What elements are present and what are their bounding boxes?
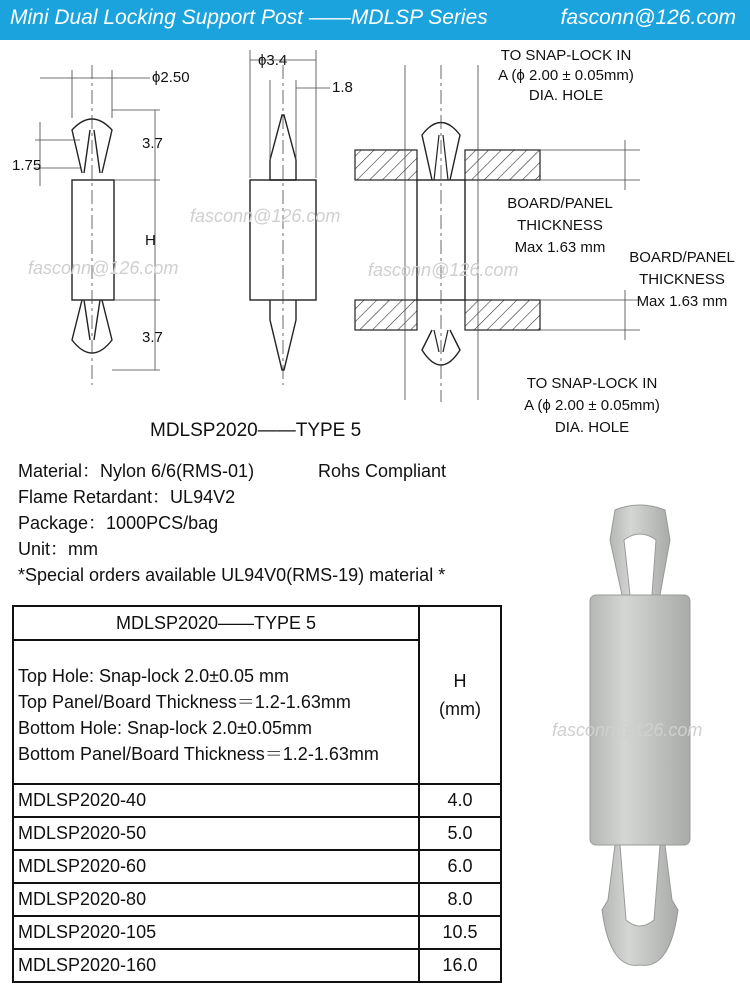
board2-line1: BOARD/PANEL [629,249,735,266]
top-note-line2: A (ϕ 2.00 ± 0.05mm) [498,67,634,84]
desc-line: Bottom Hole: Snap-lock 2.0±0.05mm [18,718,313,738]
h-label: H [453,671,467,691]
dim-37-top: 3.7 [142,135,163,152]
h-cell: 8.0 [419,883,501,916]
board1-line1: BOARD/PANEL [507,195,613,212]
board1-line3: Max 1.63 mm [514,239,606,256]
table-row [13,916,501,949]
page-title: Mini Dual Locking Support Post ——MDLSP Series [10,6,488,29]
h-cell: 4.0 [419,784,501,817]
table-row [13,850,501,883]
desc-line: Top Hole: Snap-lock 2.0±0.05 mm [18,666,290,686]
watermark-4: fasconn@126.com [552,720,703,740]
table-row [13,784,501,817]
desc-line: Top Panel/Board Thickness＝1.2-1.63mm [18,692,351,712]
model-cell: MDLSP2020-80 [13,883,419,916]
bottom-note-line1: TO SNAP-LOCK IN [526,375,658,392]
spec-unit: Unit：mm [18,539,98,559]
h-cell: 5.0 [419,817,501,850]
board1-line2: THICKNESS [517,217,603,234]
table-row [13,817,501,850]
dim-phi-34: ϕ3.4 [258,52,288,69]
dim-175: 1.75 [12,157,42,174]
watermark-1: fasconn@126.com [190,206,341,226]
h-cell: 16.0 [419,949,501,982]
h-unit: (mm) [439,699,481,719]
dim-H: H [145,232,156,249]
table-row [13,949,501,982]
model-cell: MDLSP2020-60 [13,850,419,883]
model-cell: MDLSP2020-50 [13,817,419,850]
post1-body [72,180,114,300]
dim-37-bottom: 3.7 [142,329,163,346]
dim-18: 1.8 [332,79,353,96]
technical-drawing [0,40,750,450]
table-description [13,640,419,784]
board2-line3: Max 1.63 mm [636,293,728,310]
spec-rohs: Rohs Compliant [318,461,447,481]
bottom-note-line3: DIA. HOLE [554,419,630,436]
table-title: MDLSP2020——TYPE 5 [13,606,419,640]
board2-line2: THICKNESS [639,271,725,288]
dim-phi-250: ϕ2.50 [152,69,190,86]
spec-package: Package：1000PCS/bag [18,513,219,533]
drawing-caption: MDLSP2020——TYPE 5 [150,420,362,441]
header-email: fasconn@126.com [560,6,736,29]
spec-table [12,605,502,983]
top-note-line3: DIA. HOLE [528,87,604,104]
watermark-3: fasconn@126.com [368,260,519,280]
watermark-2: fasconn@126.com [28,258,179,278]
spec-flame: Flame Retardant：UL94V2 [18,487,236,507]
spec-material: Material：Nylon 6/6(RMS-01) [18,461,255,481]
spec-special: *Special orders available UL94V0(RMS-19) material * [18,565,446,585]
h-column-header [419,606,501,784]
h-cell: 10.5 [419,916,501,949]
model-cell: MDLSP2020-160 [13,949,419,982]
model-cell: MDLSP2020-40 [13,784,419,817]
bottom-note-line2: A (ϕ 2.00 ± 0.05mm) [524,397,660,414]
h-cell: 6.0 [419,850,501,883]
header-banner [0,0,750,40]
model-cell: MDLSP2020-105 [13,916,419,949]
table-row [13,883,501,916]
top-note-line1: TO SNAP-LOCK IN [500,47,632,64]
desc-line: Bottom Panel/Board Thickness＝1.2-1.63mm [18,744,379,764]
